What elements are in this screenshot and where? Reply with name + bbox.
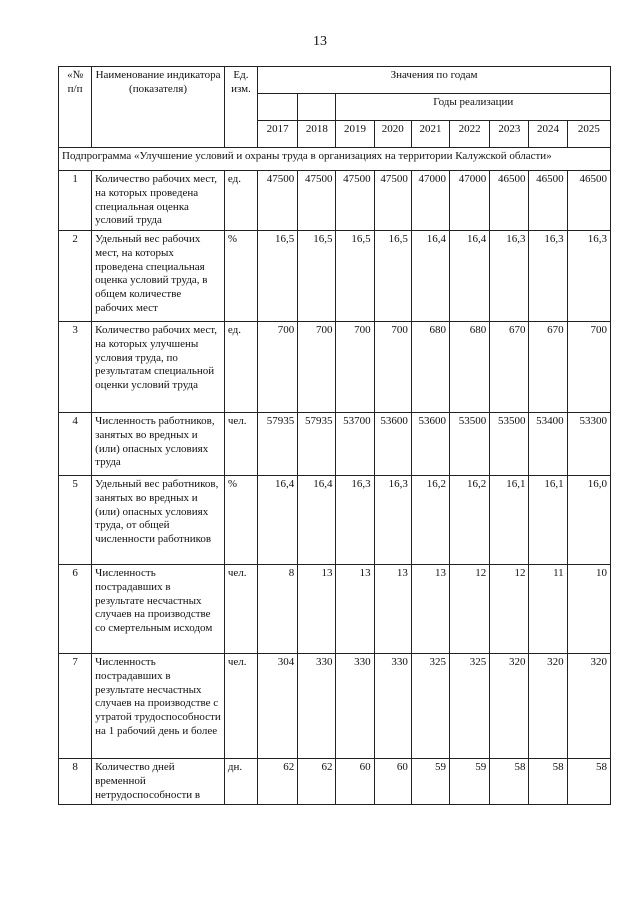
row-value: 53500 (450, 413, 490, 476)
row-name: Удельный вес работников, занятых во вредных и (или) опасных условиях труда, от общей численности работников (92, 476, 225, 565)
table-row (59, 476, 611, 565)
row-idx: 6 (59, 565, 92, 654)
row-value: 47000 (411, 171, 449, 231)
row-value: 16,1 (529, 476, 567, 565)
year-header: 2020 (374, 121, 411, 148)
row-value: 10 (567, 565, 610, 654)
row-value: 58 (529, 759, 567, 805)
row-value: 58 (567, 759, 610, 805)
row-value: 16,4 (411, 231, 449, 322)
row-name: Численность работников, занятых во вредных и (или) опасных условиях труда (92, 413, 225, 476)
row-value: 57935 (298, 413, 336, 476)
row-value: 46500 (567, 171, 610, 231)
row-value: 16,5 (258, 231, 298, 322)
row-value: 16,1 (490, 476, 529, 565)
row-unit: % (224, 231, 257, 322)
subprogram-title: Подпрограмма «Улучшение условий и охраны труда в организациях на территории Калужской области» (59, 148, 611, 171)
row-idx: 2 (59, 231, 92, 322)
row-value: 47500 (374, 171, 411, 231)
row-value: 62 (298, 759, 336, 805)
row-value: 12 (490, 565, 529, 654)
row-value: 700 (258, 322, 298, 413)
table-row (59, 565, 611, 654)
row-idx: 8 (59, 759, 92, 805)
row-value: 680 (450, 322, 490, 413)
row-value: 700 (567, 322, 610, 413)
indicators-table (58, 66, 611, 805)
row-idx: 4 (59, 413, 92, 476)
row-value: 13 (374, 565, 411, 654)
table-row (59, 759, 611, 805)
year-header: 2017 (258, 121, 298, 148)
row-idx: 3 (59, 322, 92, 413)
table-row (59, 231, 611, 322)
row-unit: чел. (224, 565, 257, 654)
row-value: 59 (450, 759, 490, 805)
row-value: 53600 (411, 413, 449, 476)
row-value: 60 (374, 759, 411, 805)
row-value: 320 (567, 654, 610, 759)
row-value: 57935 (258, 413, 298, 476)
header-values-by-year: Значения по годам (258, 67, 611, 94)
header-implementation-years: Годы реализации (336, 94, 611, 121)
row-value: 13 (336, 565, 374, 654)
row-value: 16,2 (411, 476, 449, 565)
row-value: 700 (374, 322, 411, 413)
row-value: 47000 (450, 171, 490, 231)
row-value: 700 (298, 322, 336, 413)
row-value: 670 (490, 322, 529, 413)
row-value: 330 (336, 654, 374, 759)
row-value: 47500 (258, 171, 298, 231)
row-value: 680 (411, 322, 449, 413)
header-idx: «№ п/п (59, 67, 92, 148)
table-row (59, 322, 611, 413)
row-value: 8 (258, 565, 298, 654)
row-unit: ед. (224, 171, 257, 231)
row-name: Численность пострадавших в результате несчастных случаев на производстве со смертельным исходом (92, 565, 225, 654)
row-idx: 7 (59, 654, 92, 759)
row-value: 12 (450, 565, 490, 654)
row-value: 16,3 (374, 476, 411, 565)
row-value: 16,3 (336, 476, 374, 565)
row-value: 330 (374, 654, 411, 759)
row-name: Удельный вес рабочих мест, на которых проведена специальная оценка условий труда, в общем количестве рабочих мест (92, 231, 225, 322)
year-header: 2024 (529, 121, 567, 148)
row-value: 16,3 (567, 231, 610, 322)
year-header: 2018 (298, 121, 336, 148)
row-value: 670 (529, 322, 567, 413)
row-value: 16,0 (567, 476, 610, 565)
row-value: 60 (336, 759, 374, 805)
row-value: 59 (411, 759, 449, 805)
row-value: 58 (490, 759, 529, 805)
row-value: 320 (490, 654, 529, 759)
row-value: 53700 (336, 413, 374, 476)
row-value: 16,3 (490, 231, 529, 322)
page-number: 13 (313, 34, 327, 49)
row-unit: % (224, 476, 257, 565)
row-value: 304 (258, 654, 298, 759)
year-header: 2021 (411, 121, 449, 148)
row-value: 325 (411, 654, 449, 759)
row-value: 330 (298, 654, 336, 759)
row-value: 16,4 (258, 476, 298, 565)
row-value: 11 (529, 565, 567, 654)
row-value: 13 (298, 565, 336, 654)
year-header: 2019 (336, 121, 374, 148)
row-value: 325 (450, 654, 490, 759)
table-row (59, 171, 611, 231)
row-value: 53400 (529, 413, 567, 476)
row-value: 47500 (336, 171, 374, 231)
table-row (59, 413, 611, 476)
header-blank (258, 94, 298, 121)
row-idx: 5 (59, 476, 92, 565)
header-name: Наименование индикатора (показателя) (92, 67, 225, 148)
year-header: 2025 (567, 121, 610, 148)
row-value: 46500 (490, 171, 529, 231)
year-header: 2022 (450, 121, 490, 148)
row-value: 62 (258, 759, 298, 805)
row-unit: ед. (224, 322, 257, 413)
row-value: 46500 (529, 171, 567, 231)
row-name: Численность пострадавших в результате несчастных случаев на производстве с утратой трудоспособности на 1 рабочий день и более (92, 654, 225, 759)
row-name: Количество дней временной нетрудоспособности в (92, 759, 225, 805)
row-name: Количество рабочих мест, на которых проведена специальная оценка условий труда (92, 171, 225, 231)
row-unit: чел. (224, 413, 257, 476)
row-unit: дн. (224, 759, 257, 805)
row-value: 16,2 (450, 476, 490, 565)
row-value: 16,3 (529, 231, 567, 322)
row-name: Количество рабочих мест, на которых улучшены условия труда, по результатам специальной оценки условий труда (92, 322, 225, 413)
row-idx: 1 (59, 171, 92, 231)
header-unit: Ед. изм. (224, 67, 257, 148)
row-value: 53500 (490, 413, 529, 476)
row-value: 53300 (567, 413, 610, 476)
header-blank (298, 94, 336, 121)
row-value: 700 (336, 322, 374, 413)
table-row (59, 654, 611, 759)
row-value: 47500 (298, 171, 336, 231)
row-value: 16,4 (298, 476, 336, 565)
row-value: 320 (529, 654, 567, 759)
row-value: 13 (411, 565, 449, 654)
row-value: 16,5 (298, 231, 336, 322)
row-value: 16,5 (336, 231, 374, 322)
row-unit: чел. (224, 654, 257, 759)
row-value: 53600 (374, 413, 411, 476)
row-value: 16,5 (374, 231, 411, 322)
row-value: 16,4 (450, 231, 490, 322)
year-header: 2023 (490, 121, 529, 148)
